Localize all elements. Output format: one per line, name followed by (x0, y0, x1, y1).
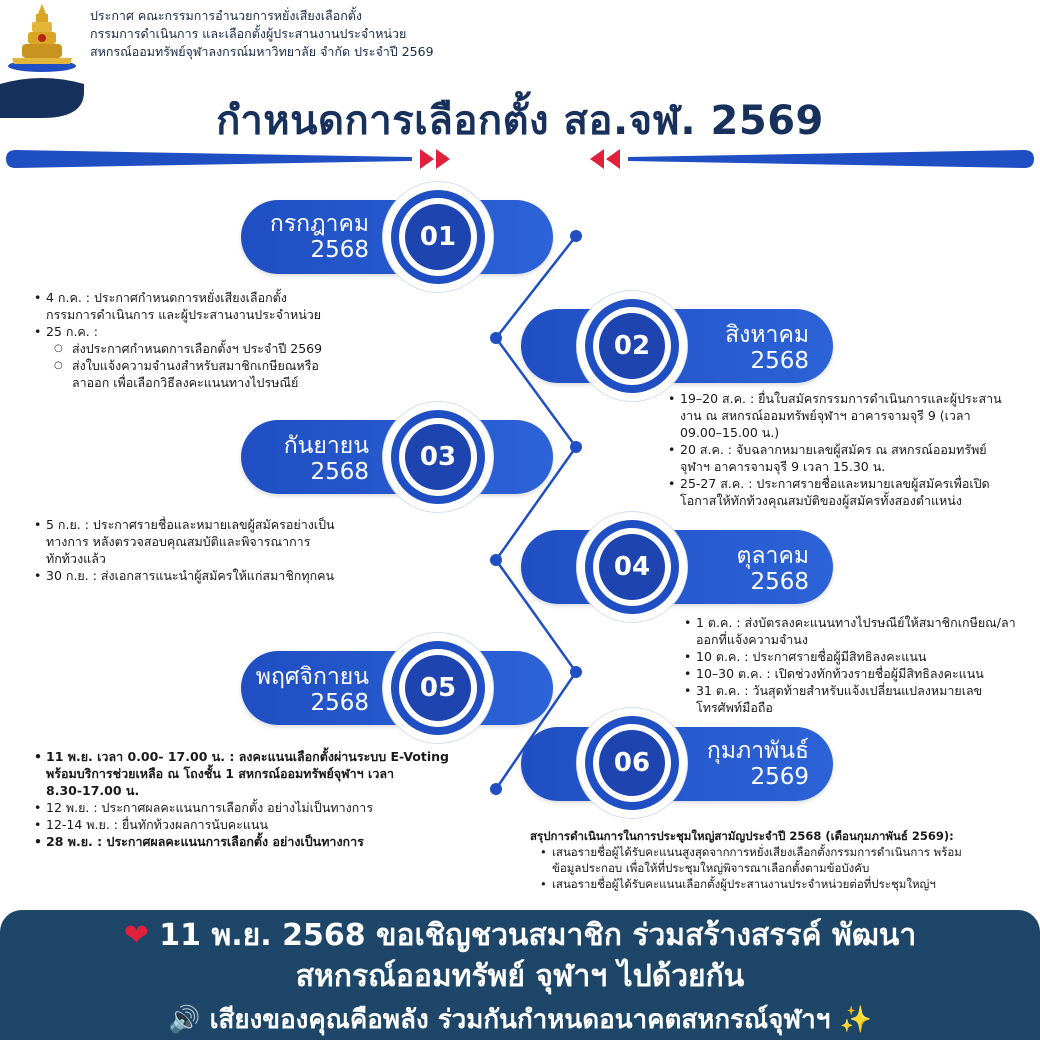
list-item: • 30 ก.ย. : ส่งเอกสารแนะนำผู้สมัครให้แก่สมาชิกทุกคน (32, 567, 382, 584)
list-item: • 20 ส.ค. : จับฉลากหมายเลขผู้สมัคร ณ สหกรณ์ออมทรัพย์ จุฬาฯ อาคารจามจุรี 9 เวลา 15.30 น. (666, 441, 1036, 475)
step-badge-06 (577, 708, 687, 818)
step-month: กุมภาพันธ์ (706, 738, 809, 764)
list-item: • 25 ก.ค. : (32, 323, 382, 340)
september-details (32, 516, 382, 584)
november-details (32, 748, 492, 850)
list-item: • 31 ต.ค. : วันสุดท้ายสำหรับแจ้งเปลี่ยนแปลงหมายเลข โทรศัพท์มือถือ (682, 682, 1036, 716)
list-item: • 25-27 ส.ค. : ประกาศรายชื่อและหมายเลขผู้สมัครเพื่อเปิด โอกาสให้ทักท้วงคุณสมบัติของผู้สมัครทั้งสองตำแหน่ง (666, 475, 1036, 509)
list-item: ○ ส่งใบแจ้งความจำนงสำหรับสมาชิกเกษียณหรือ ลาออก เพื่อเลือกวิธีลงคะแนนทางไปรษณีย์ (32, 357, 382, 391)
list-item: • 1 ต.ค. : ส่งบัตรลงคะแนนทางไปรษณีย์ให้สมาชิกเกษียณ/ลา ออกที่แจ้งความจำนง (682, 614, 1036, 648)
step-year: 2569 (750, 764, 809, 790)
step-year: 2568 (310, 690, 369, 716)
footer-line-3: เสียงของคุณคือพลัง ร่วมกันกำหนดอนาคตสหกรณ์จุฬาฯ (209, 1005, 831, 1035)
list-item: • 10–30 ต.ค. : เปิดช่วงทักท้วงรายชื่อผู้มีสิทธิลงคะแนน (682, 665, 1036, 682)
step-number: 04 (599, 534, 665, 600)
august-details (666, 390, 1036, 509)
list-item: • เสนอรายชื่อผู้ได้รับคะแนนเลือกตั้งผู้ประสานงานประจำหน่วยต่อที่ประชุมใหญ่ฯ (538, 876, 1036, 892)
list-item: • 11 พ.ย. เวลา 0.00- 17.00 น. : ลงคะแนนเลือกตั้งผ่านระบบ E-Voting พร้อมบริการช่วยเหลือ ณ โถงชั้น 1 สหกรณ์ออมทรัพย์จุฬาฯ เวลา 8.30-17.00 น. (32, 748, 492, 799)
heart-icon: ❤ (123, 918, 149, 953)
step-month: กรกฎาคม (269, 211, 369, 237)
list-item: • เสนอรายชื่อผู้ได้รับคะแนนสูงสุดจากการหยั่งเสียงเลือกตั้งกรรมการดำเนินการ พร้อม ข้อมูลประกอบ เพื่อให้ที่ประชุมใหญ่พิจารณาเลือกตั้งตามข้อบังคับ (538, 844, 1036, 876)
title-divider (0, 146, 1040, 172)
step-badge-03 (383, 402, 493, 512)
list-item: • 12 พ.ย. : ประกาศผลคะแนนการเลือกตั้ง อย่างไม่เป็นทางการ (32, 799, 492, 816)
step-badge-02 (577, 291, 687, 401)
step-badge-01 (383, 182, 493, 292)
footer-line-2: สหกรณ์ออมทรัพย์ จุฬาฯ ไปด้วยกัน (295, 959, 745, 994)
february-details (530, 828, 1036, 892)
step-month: กันยายน (283, 433, 369, 459)
step-number: 02 (599, 313, 665, 379)
step-year: 2568 (310, 459, 369, 485)
step-year: 2568 (750, 348, 809, 374)
list-item: • 4 ก.ค. : ประกาศกำหนดการหยั่งเสียงเลือกตั้ง กรรมการดำเนินการ และผู้ประสานงานประจำหน่วย (32, 289, 382, 323)
list-item: • 10 ต.ค. : ประกาศรายชื่อผู้มีสิทธิลงคะแนน (682, 648, 1036, 665)
step-number: 01 (405, 204, 471, 270)
list-item: ○ ส่งประกาศกำหนดการเลือกตั้งฯ ประจำปี 2569 (32, 340, 382, 357)
footer-banner (0, 910, 1040, 1040)
step-number: 05 (405, 655, 471, 721)
step-year: 2568 (310, 237, 369, 263)
october-details (682, 614, 1036, 716)
header-line-1: ประกาศ คณะกรรมการอำนวยการหยั่งเสียงเลือกตั้ง (90, 8, 363, 23)
february-heading: สรุปการดำเนินการในการประชุมใหญ่สามัญประจำปี 2568 (เดือนกุมภาพันธ์ 2569): (530, 829, 954, 843)
step-month: ตุลาคม (736, 543, 809, 569)
step-year: 2568 (750, 569, 809, 595)
step-month: พฤศจิกายน (255, 664, 369, 690)
header-line-3: สหกรณ์ออมทรัพย์จุฬาลงกรณ์มหาวิทยาลัย จำกัด ประจำปี 2569 (90, 44, 434, 59)
speaker-icon: 🔊 (168, 1005, 201, 1035)
july-details (32, 289, 382, 391)
page-title: กำหนดการเลือกตั้ง สอ.จฬ. 2569 (216, 98, 824, 144)
list-item: • 19–20 ส.ค. : ยื่นใบสมัครกรรมการดำเนินการและผู้ประสาน งาน ณ สหกรณ์ออมทรัพย์จุฬาฯ อาคารจามจุรี 9 (เวลา 09.00–15.00 น.) (666, 390, 1036, 441)
sparkles-icon: ✨ (839, 1005, 872, 1035)
step-badge-04 (577, 512, 687, 622)
step-month: สิงหาคม (725, 322, 809, 348)
step-number: 06 (599, 730, 665, 796)
footer-line-1: 11 พ.ย. 2568 ขอเชิญชวนสมาชิก ร่วมสร้างสรรค์ พัฒนา (159, 918, 917, 953)
step-badge-05 (383, 633, 493, 743)
header-line-2: กรรมการดำเนินการ และเลือกตั้งผู้ประสานงานประจำหน่วย (90, 26, 407, 41)
list-item: • 5 ก.ย. : ประกาศรายชื่อและหมายเลขผู้สมัครอย่างเป็น ทางการ หลังตรวจสอบคุณสมบัติและพิจารณาการ ทักท้วงแล้ว (32, 516, 382, 567)
step-number: 03 (405, 424, 471, 490)
list-item: • 12-14 พ.ย. : ยื่นทักท้วงผลการนับคะแนน (32, 816, 492, 833)
list-item: • 28 พ.ย. : ประกาศผลคะแนนการเลือกตั้ง อย่างเป็นทางการ (32, 833, 492, 850)
